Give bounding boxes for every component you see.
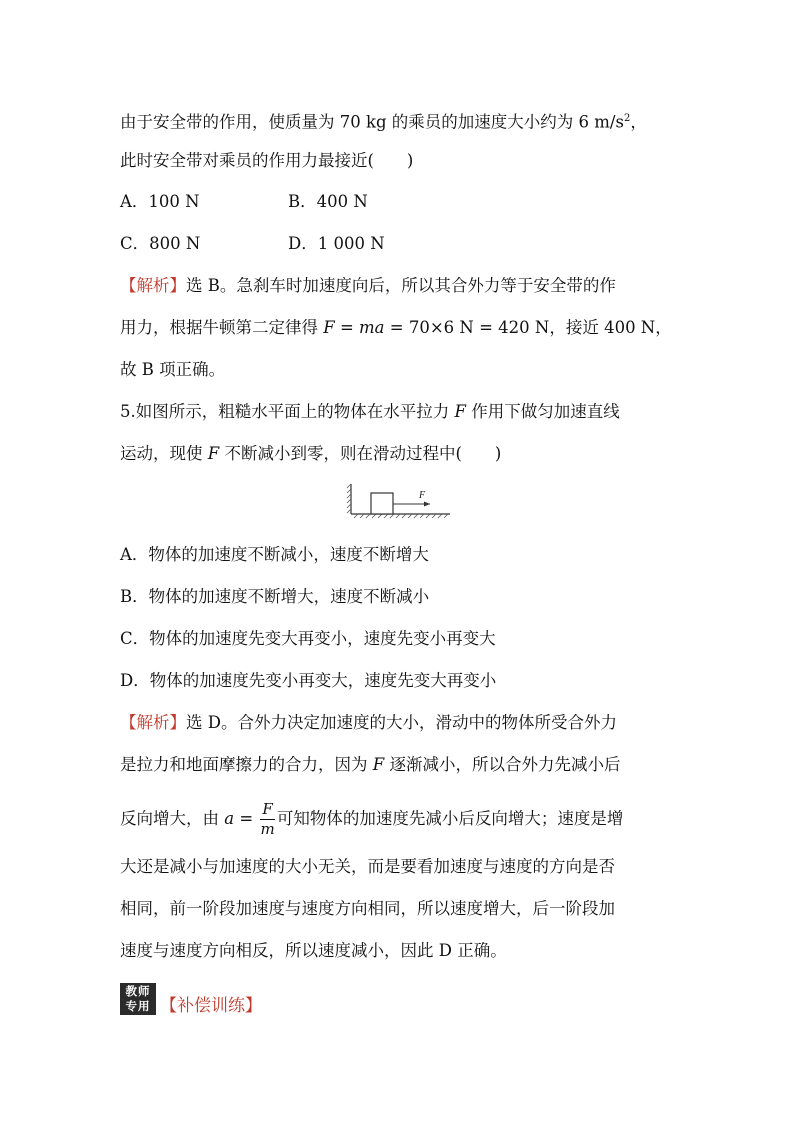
fraction-f-over-m	[260, 802, 274, 837]
formula-eq: =	[234, 809, 259, 828]
q5-stem-text: 作用下做匀加速直线	[465, 402, 620, 421]
block	[371, 493, 393, 514]
block-force-diagram	[346, 480, 456, 522]
q4-analysis-text: 选 B。急刹车时加速度向后，所以其合外力等于安全带的作	[186, 276, 616, 295]
formula-var-ma: ma	[359, 318, 385, 337]
formula-eq: =	[334, 318, 360, 337]
q5-option-a: A．物体的加速度不断减小，速度不断增大	[120, 545, 429, 564]
q5-analysis-line-6: 速度与速度方向相反，所以速度减小，因此 D 正确。	[120, 941, 507, 960]
badge-line-2: 专用	[125, 999, 151, 1013]
q5-analysis-text: 是拉力和地面摩擦力的合力，因为	[120, 755, 373, 774]
formula-var-f: F	[207, 444, 220, 463]
q5-analysis-line-3	[120, 802, 623, 837]
q5-analysis-text: 选 D。合外力决定加速度的大小，滑动中的物体所受合外力	[186, 713, 617, 732]
q5-stem-line-2	[120, 443, 501, 465]
q5-option-d: D．物体的加速度先变小再变大，速度先变大再变小	[120, 671, 497, 690]
q4-option-a: A．100 N	[120, 192, 200, 211]
q5-analysis-line-4: 大还是减小与加速度的大小无关，而是要看加速度与速度的方向是否	[120, 857, 615, 876]
q4-stem-punct: ，	[630, 112, 647, 132]
q4-analysis-line-3: 故 B 项正确。	[120, 360, 226, 379]
q4-analysis-text: 用力，根据牛顿第二定律得	[120, 318, 324, 337]
q5-analysis-text: 反向增大，由	[120, 809, 225, 828]
q5-stem-line-1	[120, 401, 620, 423]
q5-analysis-tag: 【解析】	[120, 713, 186, 732]
wall-hatching	[347, 484, 351, 513]
q4-stem-text: 由于安全带的作用，使质量为 70 kg 的乘员的加速度大小约为 6 m/s	[120, 112, 624, 132]
force-arrowhead	[424, 502, 430, 507]
q5-stem-text: 运动，现使	[120, 444, 208, 463]
formula-var-f: F	[454, 402, 466, 421]
q5-analysis-line-1	[120, 712, 617, 734]
fraction-denominator: m	[260, 820, 275, 838]
q4-analysis-line-2	[120, 317, 672, 339]
q5-analysis-line-2	[120, 754, 620, 776]
formula-var-f: F	[323, 318, 335, 337]
teacher-only-badge	[120, 983, 156, 1015]
q5-option-b: B．物体的加速度不断增大，速度不断减小	[120, 587, 430, 606]
q4-analysis-text: = 70×6 N = 420 N，接近 400 N，	[384, 318, 672, 337]
q5-analysis-text: 可知物体的加速度先减小后反向增大；速度是增	[276, 809, 624, 828]
q5-stem-text: 不断减小到零，则在滑动过程中( )	[219, 444, 502, 463]
q4-option-d: D．1 000 N	[288, 234, 385, 253]
formula-var-a: a	[224, 809, 235, 828]
q4-stem-line-1	[120, 108, 647, 134]
q4-option-b: B．400 N	[288, 192, 368, 211]
badge-line-1: 教师	[125, 984, 151, 998]
q5-analysis-line-5: 相同，前一阶段加速度与速度方向相同，所以速度增大，后一阶段加	[120, 899, 615, 918]
q4-stem-line-2: 此时安全带对乘员的作用力最接近( )	[120, 151, 414, 170]
force-label: F	[419, 490, 426, 501]
q5-stem-text: 5.如图所示，粗糙水平面上的物体在水平拉力	[120, 402, 455, 421]
compensation-training-title: 【补偿训练】	[160, 996, 262, 1016]
formula-var-f: F	[372, 755, 385, 774]
q4-option-c: C．800 N	[120, 234, 201, 253]
fraction-numerator: F	[262, 800, 273, 818]
q5-option-c: C．物体的加速度先变大再变小，速度先变小再变大	[120, 629, 496, 648]
q5-analysis-text: 逐渐减小，所以合外力先减小后	[384, 755, 621, 774]
q4-analysis-tag: 【解析】	[120, 276, 186, 295]
q4-analysis-line-1	[120, 275, 616, 297]
q4-stem-superscript: 2	[623, 113, 631, 124]
